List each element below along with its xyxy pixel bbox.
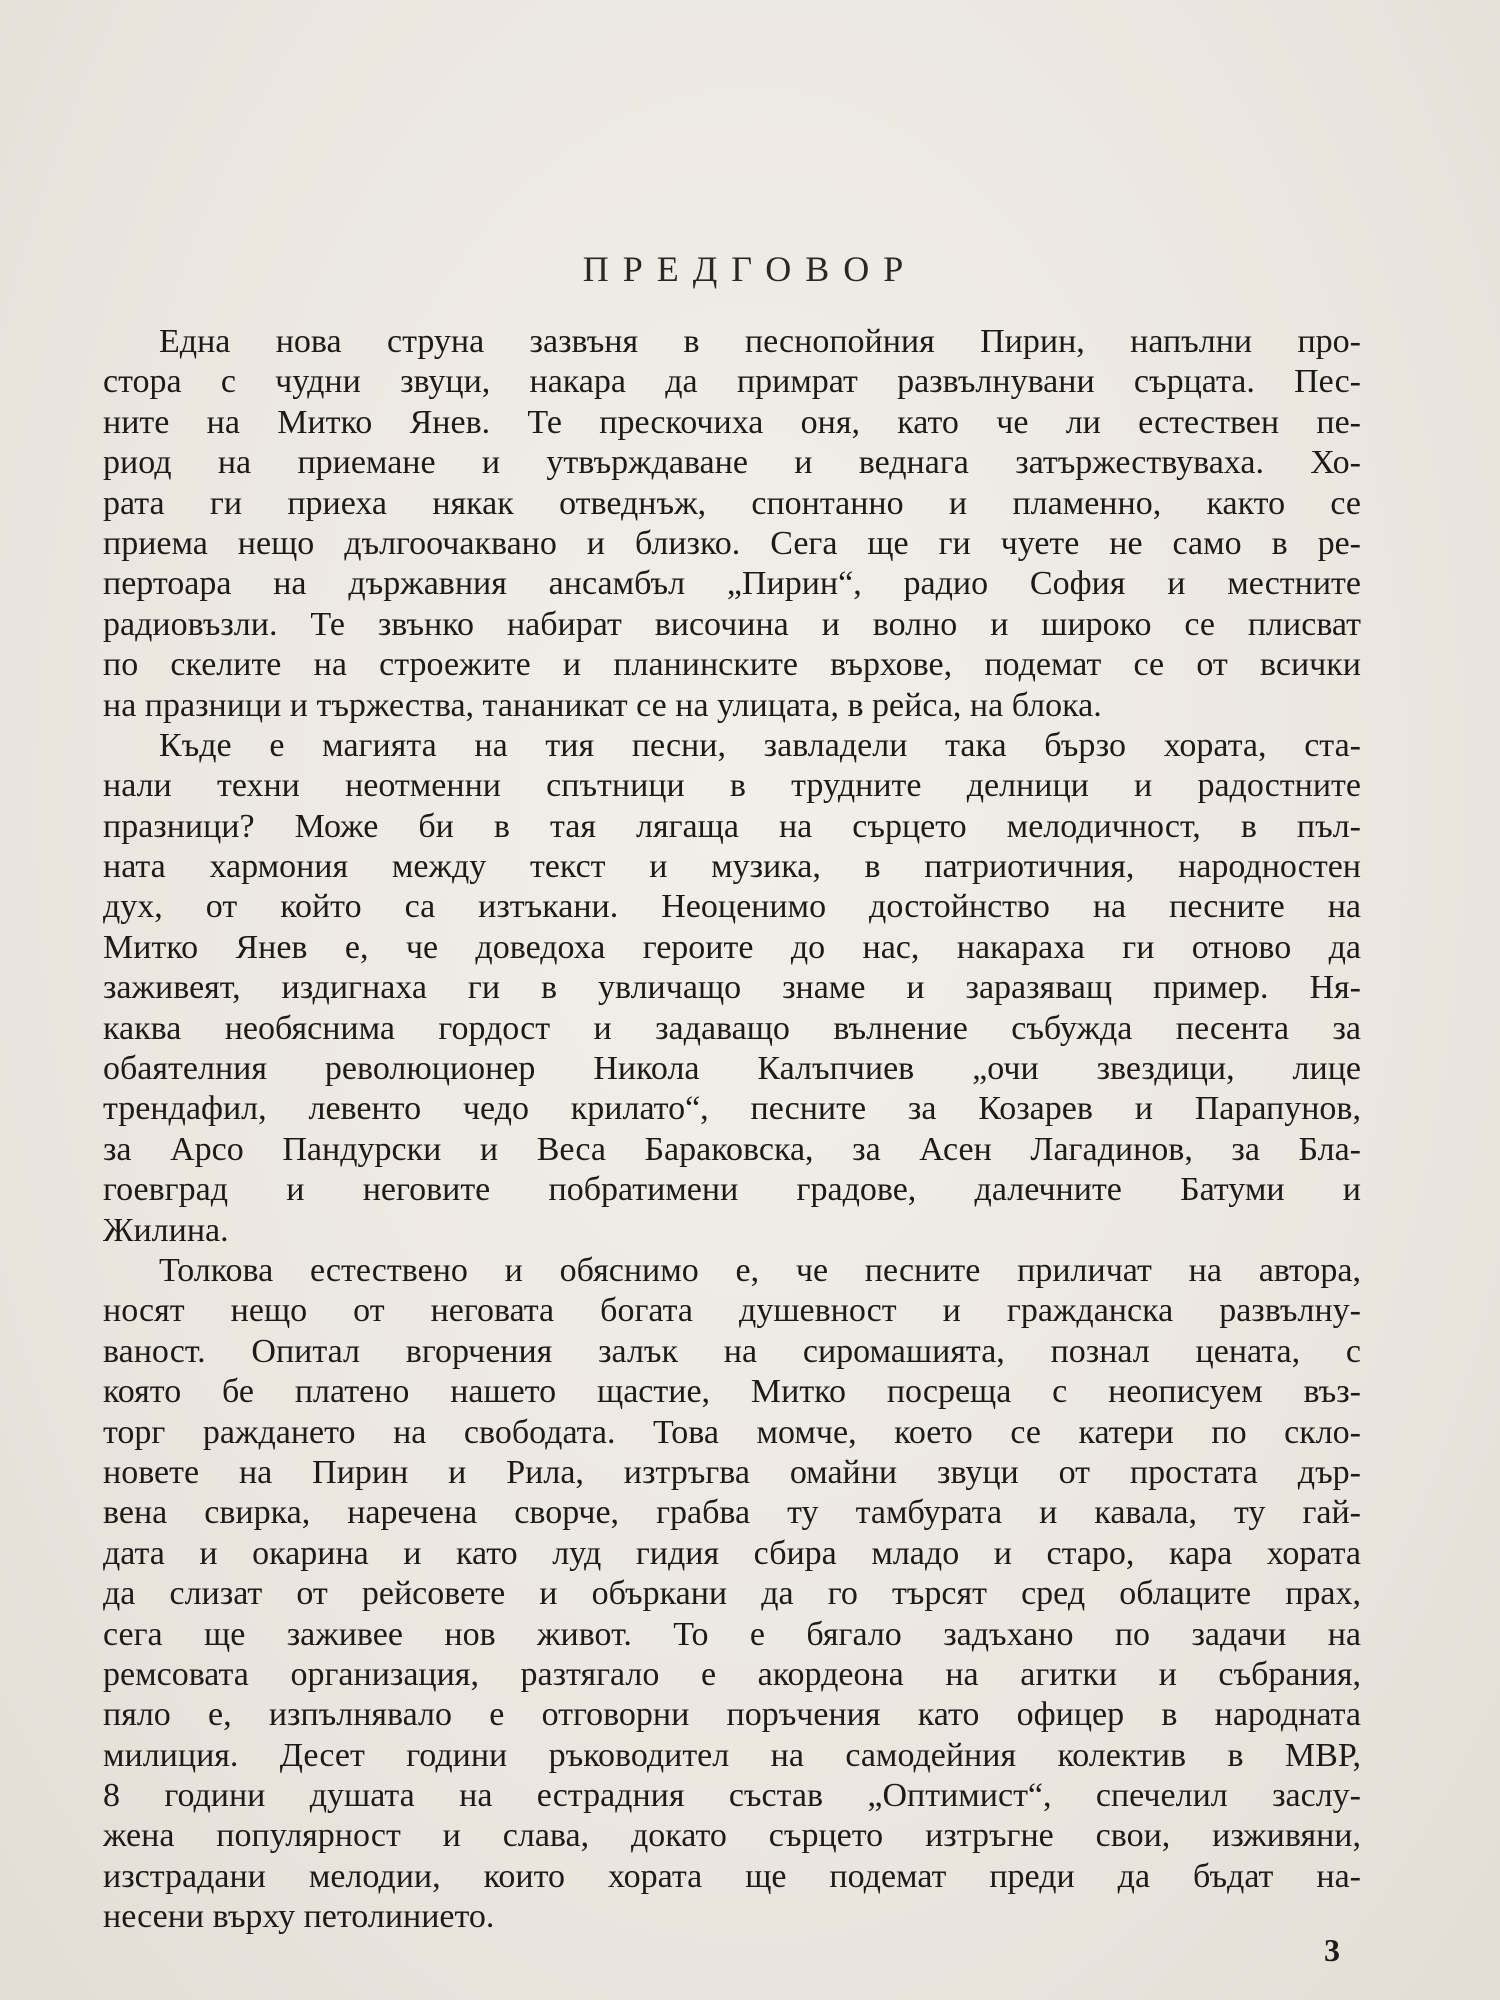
text-line: Жилина. <box>103 1211 229 1249</box>
paragraph-3 <box>103 1251 1361 1938</box>
text-line: Една нова струна зазвъня в песнопойния Пирин, напълни про- <box>159 323 1361 360</box>
body-text <box>103 322 1361 1938</box>
paragraph-1 <box>103 322 1361 726</box>
text-line: рата ги приеха някак отведнъж, спонтанно и пламенно, както се <box>103 484 1361 522</box>
text-line: обаятелния революционер Никола Калъпчиев „очи звездици, лице <box>103 1050 1361 1088</box>
text-line: новете на Пирин и Рила, изтръгва омайни звуци от простата дър- <box>103 1453 1361 1491</box>
text-line: Къде е магията на тия песни, завладели така бързо хората, ста- <box>159 726 1361 764</box>
text-line: да слизат от рейсовете и объркани да го търсят сред облаците прах, <box>103 1575 1361 1613</box>
text-line: торг раждането на свободата. Това момче, което се катери по скло- <box>103 1413 1361 1451</box>
text-line: 8 години душата на естрадния състав „Оптимист“, спечелил заслу- <box>103 1777 1361 1815</box>
text-line: радиовъзли. Те звънко набират височина и волно и широко се плисват <box>103 605 1361 643</box>
text-line: на празници и тържества, тананикат се на улицата, в рейса, на блока. <box>103 686 1102 724</box>
text-line: вена свирка, наречена сворче, грабва ту тамбурата и кавала, ту гай- <box>103 1494 1361 1532</box>
text-line: Митко Янев е, че доведоха героите до нас, накараха ги отново да <box>103 928 1361 966</box>
paragraph-2 <box>103 726 1361 1251</box>
page-title: ПРЕДГОВОР <box>582 249 918 289</box>
text-line: ните на Митко Янев. Те прескочиха оня, като че ли естествен пе- <box>103 403 1361 441</box>
text-line: за Арсо Пандурски и Веса Бараковска, за Асен Лагадинов, за Бла- <box>103 1130 1361 1168</box>
text-line: пяло е, изпълнявало е отговорни поръчения като офицер в народната <box>103 1696 1361 1734</box>
text-line: по скелите на строежите и планинските върхове, подемат се от всички <box>103 646 1361 684</box>
text-line: трендафил, левенто чедо крилато“, песните за Козарев и Парапунов, <box>103 1090 1361 1128</box>
text-line: риод на приемане и утвърждаване и веднага затържествуваха. Хо- <box>103 444 1361 482</box>
text-line: изстрадани мелодии, които хората ще подемат преди да бъдат на- <box>103 1857 1361 1895</box>
text-line: гоевград и неговите побратимени градове, далечните Батуми и <box>103 1171 1361 1209</box>
text-line: сега ще заживее нов живот. То е бягало задъхано по задачи на <box>103 1615 1361 1653</box>
text-line: несени върху петолинието. <box>103 1898 495 1936</box>
text-line: празници? Може би в тая лягаща на сърцето мелодичност, в пъл- <box>103 807 1361 845</box>
text-line: ремсовата организация, разтягало е акордеона на агитки и събрания, <box>103 1655 1361 1693</box>
text-line: която бе платено нашето щастие, Митко посреща с неописуем въз- <box>103 1373 1361 1411</box>
text-line: дата и окарина и като луд гидия сбира младо и старо, кара хората <box>103 1534 1361 1572</box>
text-line: ната хармония между текст и музика, в патриотичния, народностен <box>103 848 1361 886</box>
text-line: пертоара на държавния ансамбъл „Пирин“, радио София и местните <box>103 565 1361 603</box>
text-line: каква необяснима гордост и задаващо вълнение събужда песента за <box>103 1009 1361 1047</box>
text-line: носят нещо от неговата богата душевност и гражданска развълну- <box>103 1292 1361 1330</box>
page-number: 3 <box>1324 1932 1340 1968</box>
text-line: дух, от който са изтъкани. Неоценимо достойнство на песните на <box>103 888 1361 926</box>
text-line: жена популярност и слава, докато сърцето изтръгне свои, изживяни, <box>103 1817 1361 1855</box>
text-line: Толкова естествено и обяснимо е, че песните приличат на автора, <box>159 1251 1361 1289</box>
text-line: заживеят, издигнаха ги в увличащо знаме и заразяващ пример. Ня- <box>103 969 1361 1007</box>
text-line: нали техни неотменни спътници в трудните делници и радостните <box>103 767 1361 805</box>
text-line: ваност. Опитал вгорчения залък на сиромашията, познал цената, с <box>103 1332 1361 1370</box>
text-line: приема нещо дългоочаквано и близко. Сега ще ги чуете не само в ре- <box>103 524 1361 562</box>
text-line: милиция. Десет години ръководител на самодейния колектив в МВР, <box>103 1736 1361 1774</box>
text-line: стора с чудни звуци, накара да примрат развълнувани сърцата. Пес- <box>103 363 1361 401</box>
